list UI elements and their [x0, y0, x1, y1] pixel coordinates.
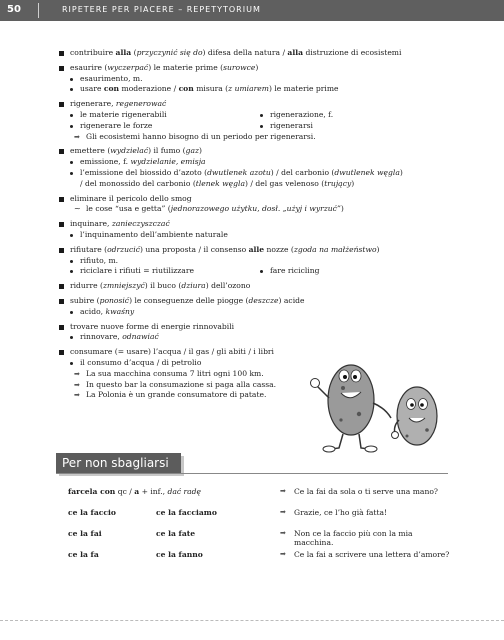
section-divider — [56, 473, 448, 474]
vocab-headword: ridurre (zmniejszyć) il buco (dziura) dell’ozono — [58, 281, 438, 292]
potato-right-body — [397, 387, 437, 445]
phrase-form: ce la fa — [68, 550, 99, 559]
section-title: Per non sbagliarsi — [62, 456, 169, 470]
phrase-row — [68, 487, 268, 508]
vocab-related: ~ le cose “usa e getta” (jednorazowego użytku, dosł. „użyj i wyrzuć”) — [58, 204, 438, 215]
vocab-subitem: usare con moderazione / con misura (z umiarem) le materie prime — [58, 84, 438, 95]
vocab-subitem: riciclare i rifiuti = riutilizzare — [58, 266, 248, 277]
vocab-subitem: emissione, f. wydzielanie, emisja — [58, 157, 438, 168]
vocab-twocol-row — [58, 121, 438, 132]
vocab-example: ➡ In questo bar la consumazione si paga alla cassa. — [58, 380, 438, 391]
vocab-headword: esaurire (wyczerpać) le materie prime (surowce) — [58, 63, 438, 74]
vocab-subitem: rigenerare le forze — [58, 121, 248, 132]
vocab-subitem: acido, kwaśny — [58, 307, 438, 318]
page-bottom-border — [0, 620, 504, 621]
vocab-headword: subire (ponosić) le conseguenze delle piogge (deszcze) acide — [58, 296, 438, 307]
phrase-form: farcela con qc / a + inf., dać radę — [68, 487, 202, 496]
vocab-subitem: l’emissione del biossido d’azoto (dwutlenek azotu) / del carbonio (dwutlenek węgla) — [58, 168, 438, 179]
vocab-entry — [58, 146, 438, 189]
vocab-entry — [58, 194, 438, 216]
section-title-box — [56, 453, 181, 473]
vocab-example: ➡ La sua macchina consuma 7 litri ogni 100 km. — [58, 369, 438, 380]
vocab-subitem: il consumo d’acqua / di petrolio — [58, 358, 438, 369]
vocab-subitem: l’inquinamento dell’ambiente naturale — [58, 230, 438, 241]
vocab-entry — [58, 322, 438, 344]
vocab-subitem: rigenerazione, f. — [248, 110, 438, 121]
phrase-row — [68, 508, 268, 529]
phrase-examples — [280, 487, 450, 571]
phrase-form: ce la fai — [68, 529, 102, 538]
vocab-headword: trovare nuove forme di energie rinnovabili — [58, 322, 438, 333]
vocab-twocol-row — [58, 266, 438, 277]
vocab-entry — [58, 99, 438, 142]
vocab-headword: eliminare il pericolo dello smog — [58, 194, 438, 205]
vocab-example: ➡ Gli ecosistemi hanno bisogno di un periodo per rigenerarsi. — [58, 132, 438, 143]
vocab-entry — [58, 281, 438, 292]
vocab-entry — [58, 219, 438, 241]
phrase-form: ce la faccio — [68, 508, 116, 517]
vocab-entry — [58, 63, 438, 95]
vocab-subitem: le materie rigenerabili — [58, 110, 248, 121]
vocab-headword: contribuire alla (przyczynić się do) difesa della natura / alla distruzione di ecosistemi — [58, 48, 438, 59]
vocab-entry — [58, 296, 438, 318]
vocab-entry — [58, 245, 438, 277]
phrase-example: ➡ Non ce la faccio più con la mia macchina. — [280, 529, 450, 550]
vocab-subitem: esaurimento, m. — [58, 74, 438, 85]
phrase-row — [68, 529, 268, 550]
phrase-form-plural: ce la fanno — [156, 550, 203, 559]
vocab-example: ➡ La Polonia è un grande consumatore di patate. — [58, 390, 438, 401]
vocab-subitem: rigenerarsi — [248, 121, 438, 132]
vocab-continuation: / del monossido del carbonio (tlenek węgla) / del gas velenoso (trujący) — [80, 178, 355, 188]
header-title: RIPETERE PER PIACERE – REPETYTORIUM — [62, 5, 261, 14]
phrase-example: ➡ Ce la fai a scrivere una lettera d’amore? — [280, 550, 450, 571]
vocab-entry — [58, 48, 438, 59]
header-divider — [38, 3, 39, 18]
thumb-up-hand — [311, 379, 320, 388]
phrase-row — [68, 550, 268, 571]
page-number: 50 — [7, 4, 21, 15]
vocab-twocol-row — [58, 110, 438, 121]
phrase-example: ➡ Ce la fai da sola o ti serve una mano? — [280, 487, 450, 508]
page-header — [0, 0, 504, 21]
vocab-subitem: rifiuto, m. — [58, 256, 438, 267]
vocab-headword: rifiutare (odrzucić) una proposta / il consenso alle nozze (zgoda na małżeństwo) — [58, 245, 438, 256]
vocab-headword: inquinare, zanieczyszczać — [58, 219, 438, 230]
phrase-form-plural: ce la facciamo — [156, 508, 217, 517]
phrase-form-plural: ce la fate — [156, 529, 196, 538]
vocab-headword: rigenerare, regenerować — [58, 99, 438, 110]
phrase-table — [68, 487, 268, 571]
potato-characters-illustration — [303, 348, 448, 456]
vocab-subitem: rinnovare, odnawiać — [58, 332, 438, 343]
vocab-headword: consumare (= usare) l’acqua / il gas / gli abiti / i libri — [58, 347, 438, 358]
vocab-subitem: fare ricicling — [248, 266, 438, 277]
vocab-headword: emettere (wydzielać) il fumo (gaz) — [58, 146, 438, 157]
phrase-example: ➡ Grazie, ce l’ho già fatta! — [280, 508, 450, 529]
